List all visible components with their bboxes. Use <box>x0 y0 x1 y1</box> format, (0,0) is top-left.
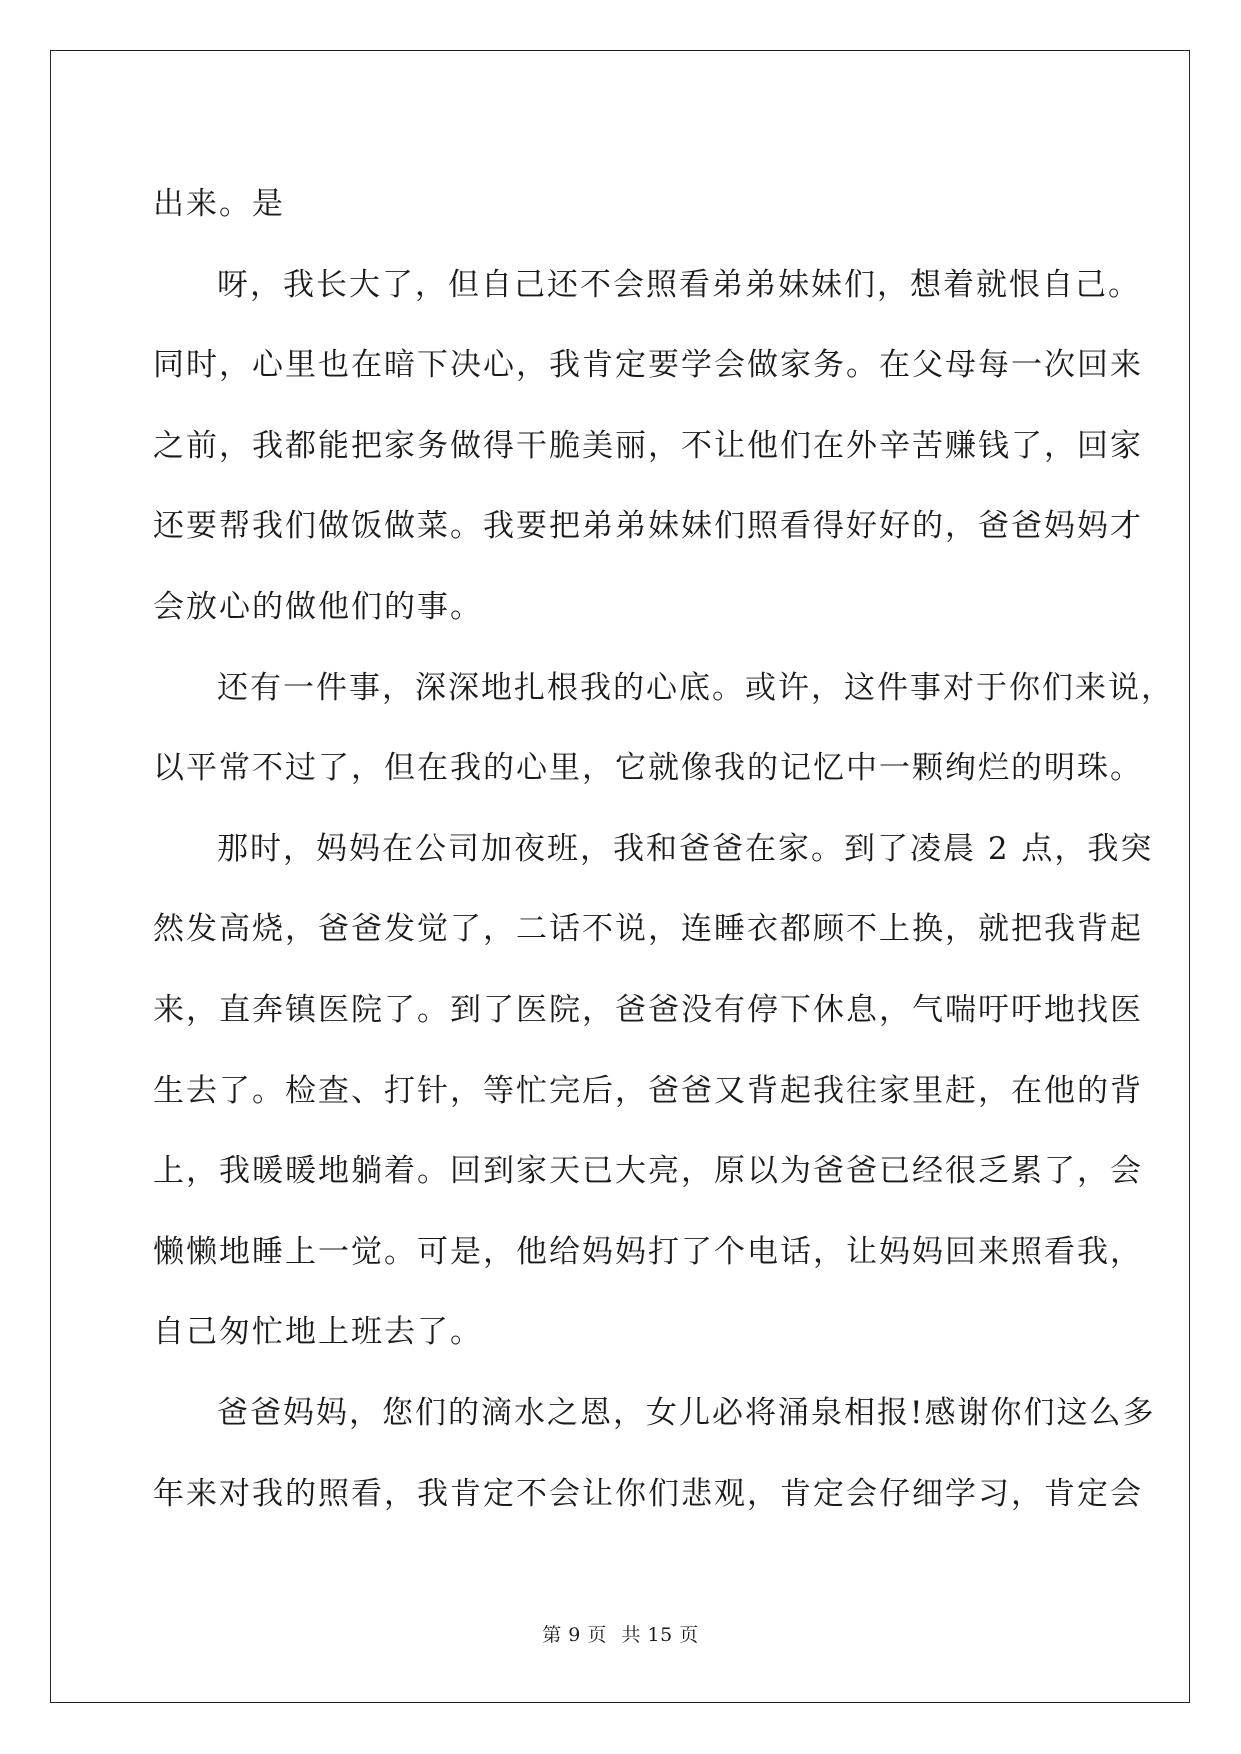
text-line: 爸爸妈妈，您们的滴水之恩，女儿必将涌泉相报!感谢你们这么多 <box>217 1394 1156 1431</box>
text-line: 来，直奔镇医院了。到了医院，爸爸没有停下休息，气喘吁吁地找医 <box>153 991 1143 1028</box>
text-line: 呀，我长大了，但自己还不会照看弟弟妹妹们，想着就恨自己。 <box>217 266 1141 303</box>
text-block <box>153 164 1174 1534</box>
page-number: 第 9 页 <box>542 1624 607 1646</box>
text-line: 还要帮我们做饭做菜。我要把弟弟妹妹们照看得好好的，爸爸妈妈才 <box>153 508 1143 545</box>
text-line: 会放心的做他们的事。 <box>153 588 483 625</box>
text-line: 那时，妈妈在公司加夜班，我和爸爸在家。到了凌晨 2 点，我突 <box>217 830 1154 867</box>
document-body <box>153 164 1174 1534</box>
text-line: 同时，心里也在暗下决心，我肯定要学会做家务。在父母每一次回来 <box>153 347 1143 384</box>
text-line: 生去了。检查、打针，等忙完后，爸爸又背起我往家里赶，在他的背 <box>153 1072 1143 1109</box>
text-line: 还有一件事，深深地扎根我的心底。或许，这件事对于你们来说， <box>217 669 1174 706</box>
text-line: 以平常不过了，但在我的心里，它就像我的记忆中一颗绚烂的明珠。 <box>153 750 1143 787</box>
text-line: 上，我暖暖地躺着。回到家天已大亮，原以为爸爸已经很乏累了，会 <box>153 1153 1143 1190</box>
page-total: 共 15 页 <box>621 1624 699 1646</box>
text-line: 懒懒地睡上一觉。可是，他给妈妈打了个电话，让妈妈回来照看我， <box>153 1233 1143 1270</box>
text-line: 自己匆忙地上班去了。 <box>153 1314 483 1351</box>
text-line: 之前，我都能把家务做得干脆美丽，不让他们在外辛苦赚钱了，回家 <box>153 427 1143 464</box>
text-line: 然发高烧，爸爸发觉了，二话不说，连睡衣都顾不上换，就把我背起 <box>153 911 1143 948</box>
text-line: 出来。是 <box>153 186 285 222</box>
page-footer <box>0 1620 1241 1647</box>
text-line: 年来对我的照看，我肯定不会让你们悲观，肯定会仔细学习，肯定会 <box>153 1475 1143 1512</box>
